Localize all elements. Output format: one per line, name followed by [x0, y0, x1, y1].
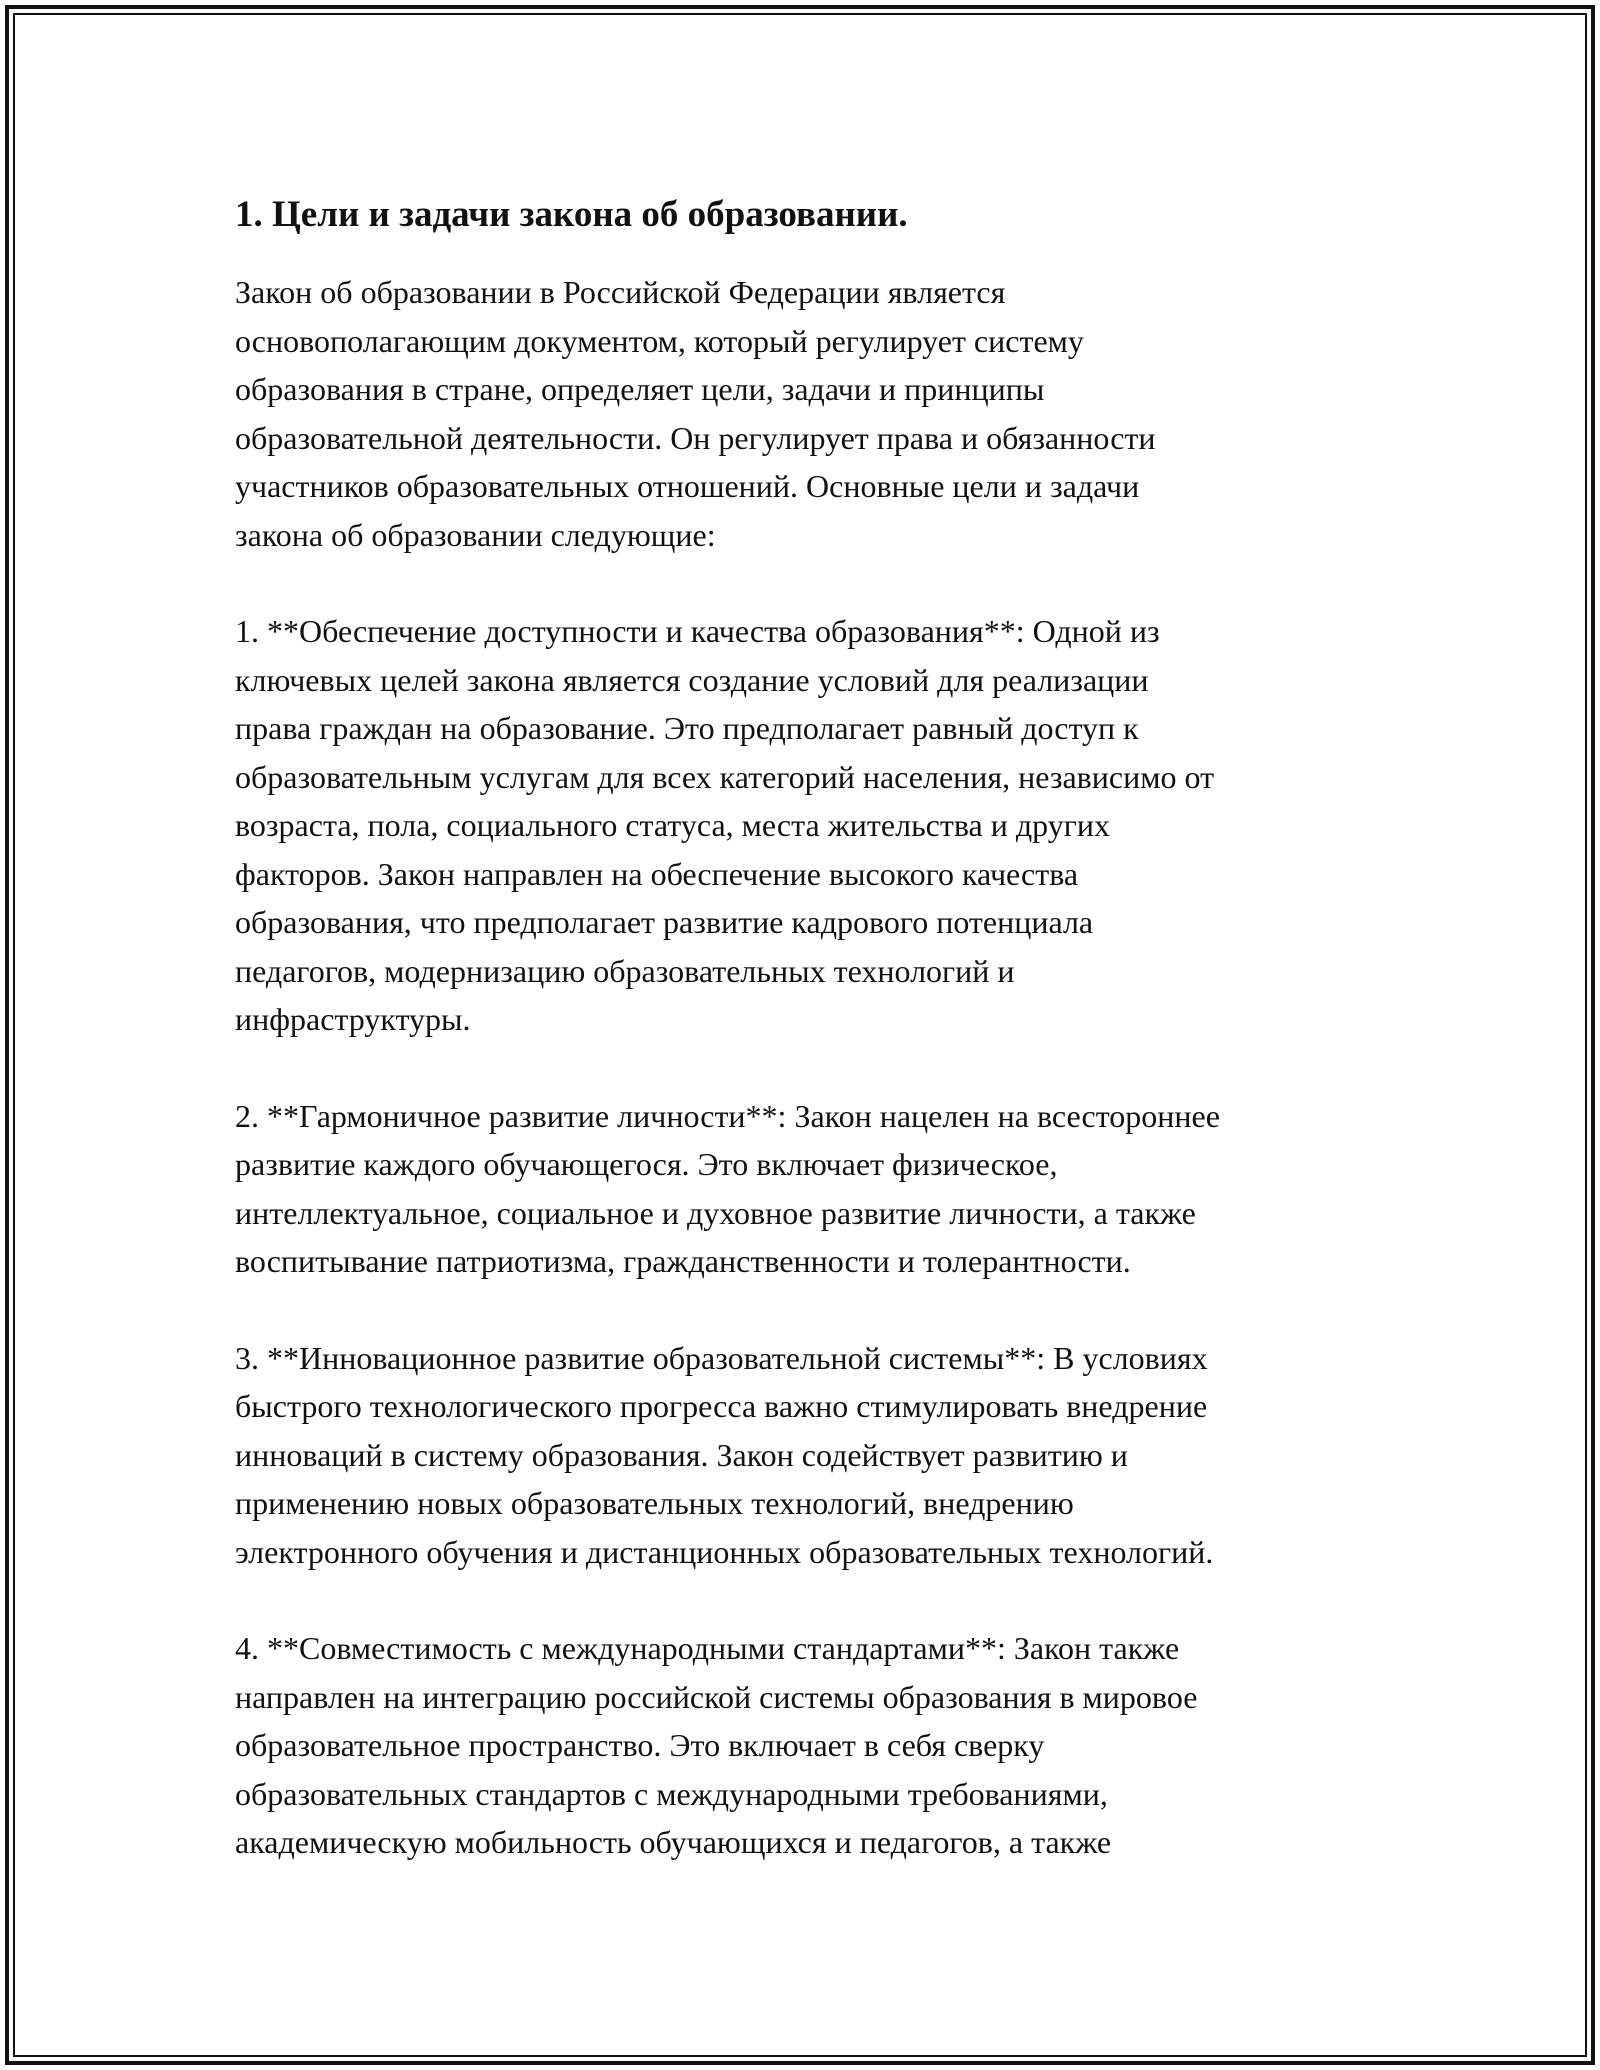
intro-paragraph: Закон об образовании в Российской Федерации является основополагающим документом, который регулирует систему образования в стране, определяет цели, задачи и принципы образовательной деятельности. Он регулирует права и обязанности участников образовательных отношений. Основные цели и задачи закона об образовании следующие:: [235, 274, 1156, 553]
document-title: 1. Цели и задачи закона об образовании.: [235, 194, 908, 235]
document-body: [235, 188, 1395, 1915]
goal-4-paragraph: 4. **Совместимость с международными стандартами**: Закон также направлен на интеграцию российской системы образования в мировое образовательное пространство. Это включает в себя сверку образовательных стандартов с международными требованиями, академическую мобильность обучающихся и педагогов, а также: [235, 1630, 1198, 1860]
goal-2-paragraph: 2. **Гармоничное развитие личности**: Закон нацелен на всестороннее развитие каждого обучающегося. Это включает физическое, интеллектуальное, социальное и духовное развитие личности, а также воспитывание патриотизма, гражданственности и толерантности.: [235, 1097, 1220, 1279]
goal-1-paragraph: 1. **Обеспечение доступности и качества образования**: Одной из ключевых целей закона является создание условий для реализации права граждан на образование. Это предполагает равный доступ к образовательным услугам для всех категорий населения, независимо от возраста, пола, социального статуса, места жительства и других факторов. Закон направлен на обеспечение высокого качества образования, что предполагает развитие кадрового потенциала педагогов, модернизацию образовательных технологий и инфраструктуры.: [235, 613, 1215, 1037]
goal-3-paragraph: 3. **Инновационное развитие образовательной системы**: В условиях быстрого технологического прогресса важно стимулировать внедрение инноваций в систему образования. Закон содействует развитию и применению новых образовательных технологий, внедрению электронного обучения и дистанционных образовательных технологий.: [235, 1339, 1214, 1570]
